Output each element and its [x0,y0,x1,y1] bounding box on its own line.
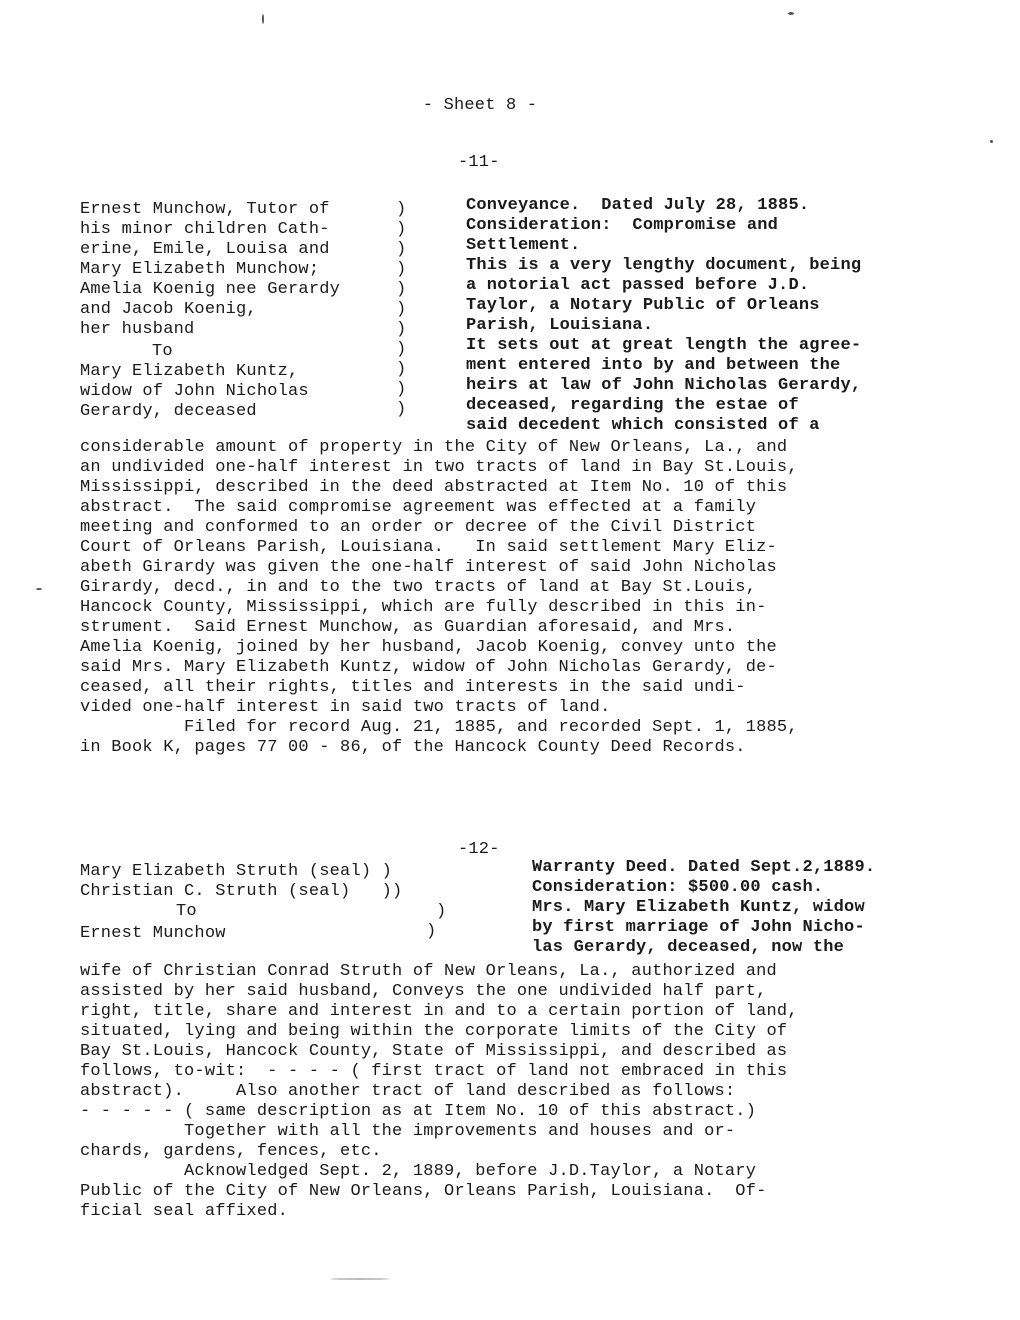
body-line: an undivided one-half interest in two tracts of land in Bay St.Louis, [80,458,798,477]
summary-line: Conveyance. Dated July 28, 1885. [466,196,810,215]
bracket: ) [426,922,437,941]
scan-speck [788,12,794,15]
bracket: ) [396,280,407,299]
party-line: Amelia Koenig nee Gerardy [80,280,341,299]
summary-line: las Gerardy, deceased, now the [532,938,845,957]
scan-speck [330,1278,390,1280]
body-line: meeting and conformed to an order or decree of the Civil District [80,518,757,537]
summary-line: by first marriage of John Nicho- [532,918,865,937]
body-line: situated, lying and being within the corporate limits of the City of [80,1022,788,1041]
body-line: abeth Girardy was given the one-half interest of said John Nicholas [80,558,777,577]
summary-line: heirs at law of John Nicholas Gerardy, [466,376,862,395]
body-line: assisted by her said husband, Conveys the one undivided half part, [80,982,767,1001]
bracket: ) [396,300,407,319]
party-line: Mary Elizabeth Munchow; [80,260,320,279]
bracket: ) [396,220,407,239]
body-line: Mississippi, described in the deed abstracted at Item No. 10 of this [80,478,788,497]
summary-line: deceased, regarding the estae of [466,396,799,415]
body-line: right, title, share and interest in and to a certain portion of land, [80,1002,798,1021]
party-line: Mary Elizabeth Kuntz, [80,362,299,381]
body-line: wife of Christian Conrad Struth of New Orleans, La., authorized and [80,962,777,981]
summary-line: It sets out at great length the agree- [466,336,862,355]
party-line: widow of John Nicholas [80,382,309,401]
sheet-header: - Sheet 8 - [422,96,538,115]
body-line: Bay St.Louis, Hancock County, State of Mississippi, and described as [80,1042,788,1061]
bracket: ) [396,400,407,419]
summary-line: Consideration: $500.00 cash. [532,878,824,897]
bracket: ) [396,360,407,379]
party-line: Ernest Munchow, Tutor of [80,200,330,219]
party-to: To [176,902,197,921]
body-line: ceased, all their rights, titles and interests in the said undi- [80,678,746,697]
party-line: and Jacob Koenig, [80,300,257,319]
body-line: Public of the City of New Orleans, Orleans Parish, Louisiana. Of- [80,1182,767,1201]
body-line: Acknowledged Sept. 2, 1889, before J.D.Taylor, a Notary [80,1162,757,1181]
party-line: Gerardy, deceased [80,402,257,421]
party-line: erine, Emile, Louisa and [80,240,330,259]
body-line: Amelia Koenig, joined by her husband, Jacob Koenig, convey unto the [80,638,777,657]
body-line: said Mrs. Mary Elizabeth Kuntz, widow of John Nicholas Gerardy, de- [80,658,777,677]
summary-line: ment entered into by and between the [466,356,841,375]
scan-speck [990,140,993,143]
body-line: Court of Orleans Parish, Louisiana. In said settlement Mary Eliz- [80,538,777,557]
bracket: ) [396,340,407,359]
body-line: considerable amount of property in the City of New Orleans, La., and [80,438,788,457]
party-line: Ernest Munchow [80,924,226,943]
bracket: ) [436,902,447,921]
summary-line: Warranty Deed. Dated Sept.2,1889. [532,858,876,877]
body-line: abstract). Also another tract of land described as follows: [80,1082,736,1101]
bracket: ) [396,240,407,259]
body-line: abstract. The said compromise agreement was effected at a family [80,498,757,517]
body-line: Filed for record Aug. 21, 1885, and recorded Sept. 1, 1885, [80,718,798,737]
bracket: ) [396,260,407,279]
body-line: chards, gardens, fences, etc. [80,1142,382,1161]
body-line: - - - - - ( same description as at Item No. 10 of this abstract.) [80,1102,757,1121]
bracket: ) [396,200,407,219]
party-to: To [152,342,173,361]
body-line: Together with all the improvements and houses and or- [80,1122,736,1141]
scan-speck [262,14,264,24]
party-line: his minor children Cath- [80,220,330,239]
summary-line: This is a very lengthy document, being [466,256,862,275]
summary-line: a notorial act passed before J.D. [466,276,810,295]
party-line: Christian C. Struth (seal) )) [80,882,403,901]
bracket: ) [396,320,407,339]
summary-line: Consideration: Compromise and [466,216,779,235]
body-line: vided one-half interest in said two tracts of land. [80,698,611,717]
party-line: Mary Elizabeth Struth (seal) ) [80,862,393,881]
summary-line: Taylor, a Notary Public of Orleans [466,296,820,315]
bracket: ) [396,380,407,399]
body-line: strument. Said Ernest Munchow, as Guardian aforesaid, and Mrs. [80,618,736,637]
summary-line: Parish, Louisiana. [466,316,654,335]
body-line: follows, to-wit: - - - - ( first tract of land not embraced in this [80,1062,788,1081]
scan-speck [36,588,42,590]
summary-line: said decedent which consisted of a [466,416,820,435]
item-12-number: -12- [458,840,500,859]
body-line: Hancock County, Mississippi, which are fully described in this in- [80,598,767,617]
item-11-number: -11- [458,153,500,172]
body-line: Girardy, decd., in and to the two tracts of land at Bay St.Louis, [80,578,757,597]
party-line: her husband [80,320,195,339]
summary-line: Settlement. [466,236,581,255]
body-line: in Book K, pages 77 00 - 86, of the Hancock County Deed Records. [80,738,746,757]
body-line: ficial seal affixed. [80,1202,289,1221]
summary-line: Mrs. Mary Elizabeth Kuntz, widow [532,898,865,917]
